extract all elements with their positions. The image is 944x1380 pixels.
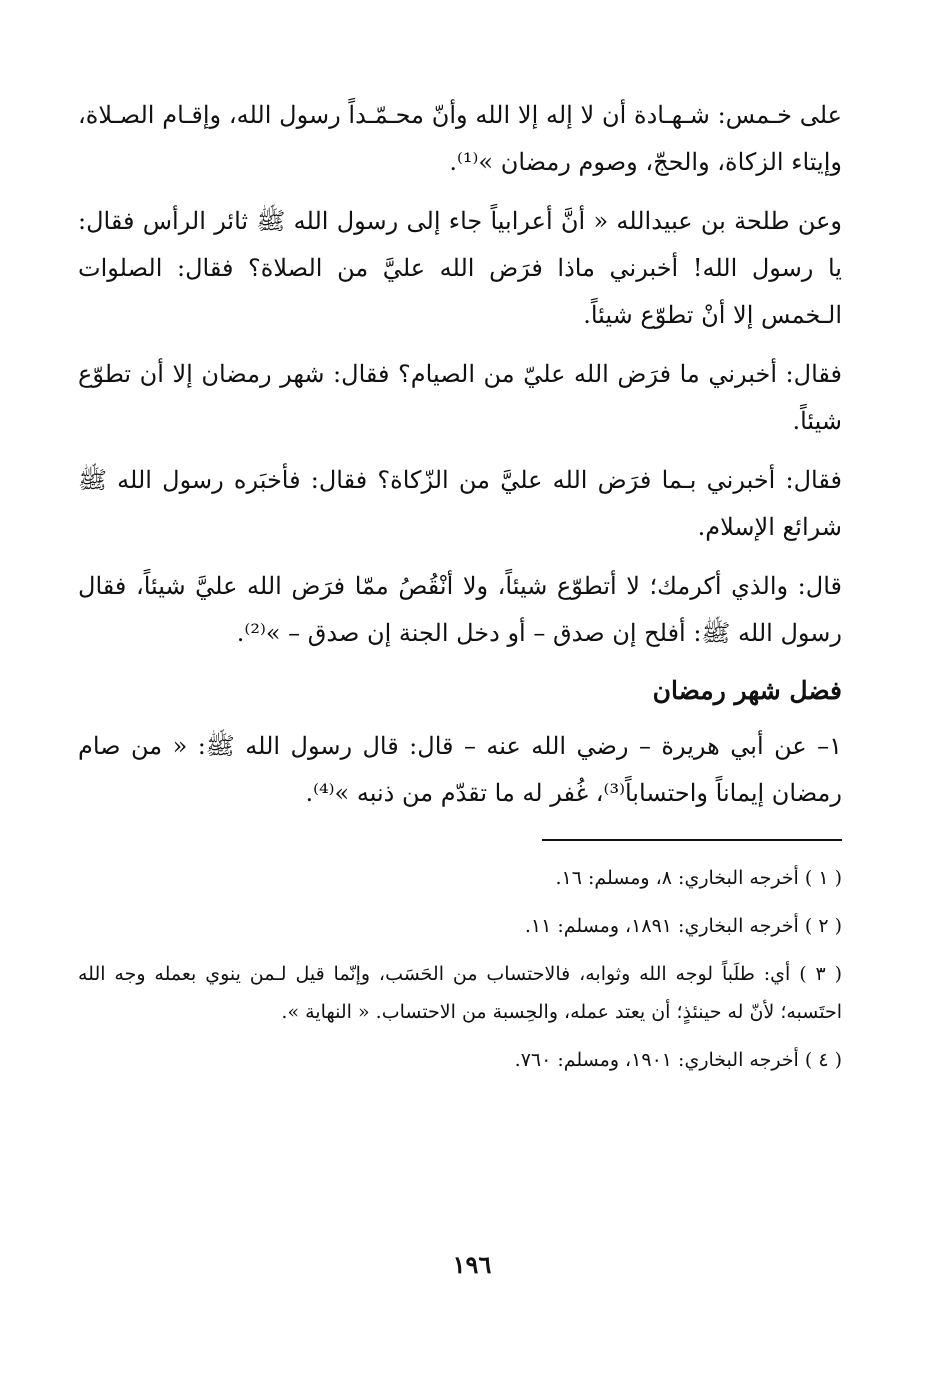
paragraph-3: فقال: أخبرني ما فرَض الله عليّ من الصيام؟ فقال: شهر رمضان إلا أن تطوّع شيئاً. xyxy=(78,360,842,435)
paragraph-5: قال: والذي أكرمك؛ لا أتطوّع شيئاً، ولا أنْقُصُ ممّا فرَض الله عليَّ شيئاً، فقال رسول الله ﷺ: أفلح إن صدق – أو دخل الجنة إن صدق – »⁽²⁾. xyxy=(78,572,842,647)
paragraph-1: على خـمس: شـهـادة أن لا إله إلا الله وأنّ محـمّـداً رسول الله، وإقـام الصـلاة، وإيتاء الزكاة، والحجّ، وصوم رمضان »⁽¹⁾. xyxy=(78,101,843,176)
page-number: ١٩٦ xyxy=(452,1250,492,1279)
paragraph-4: فقال: أخبرني بـما فرَض الله عليَّ من الزّكاة؟ فقال: فأخبَره رسول الله ﷺ شرائع الإسلام. xyxy=(78,466,842,541)
paragraph-2: وعن طلحة بن عبيدالله « أنَّ أعرابياً جاء إلى رسول الله ﷺ ثائر الرأس فقال: يا رسول الله! أخبرني ماذا فرَض الله عليَّ من الصلاة؟ فقال: الصلوات الـخمس إلا أنْ تطوّع شيئاً. xyxy=(78,207,842,329)
hadith-paragraph: ١– عن أبي هريرة – رضي الله عنه – قال: قال رسول الله ﷺ: « من صام رمضان إيماناً واحتساباً⁽³⁾، غُفر له ما تقدّم من ذنبه »⁽⁴⁾. xyxy=(78,732,842,807)
footnote-2: ( ٢ ) أخرجه البخاري: ١٨٩١، ومسلم: ١١. xyxy=(524,915,842,937)
footnote-4: ( ٤ ) أخرجه البخاري: ١٩٠١، ومسلم: ٧٦٠. xyxy=(514,1049,842,1071)
footnote-3: ( ٣ ) أي: طلَباً لوجه الله وثوابه، فالاحتساب من الحَسَب، وإنّما قيل لـمن ينوي بعمله وجه الله احتَسبه؛ لأنّ له حينئذٍ؛ أن يعتد عمله، والحِسبة من الاحتساب. « النهاية ». xyxy=(78,963,842,1023)
section-heading: فضل شهر رمضان xyxy=(652,676,842,705)
footnote-divider xyxy=(542,839,842,841)
footnote-1: ( ١ ) أخرجه البخاري: ٨، ومسلم: ١٦. xyxy=(555,867,842,889)
document-page xyxy=(78,92,842,1322)
